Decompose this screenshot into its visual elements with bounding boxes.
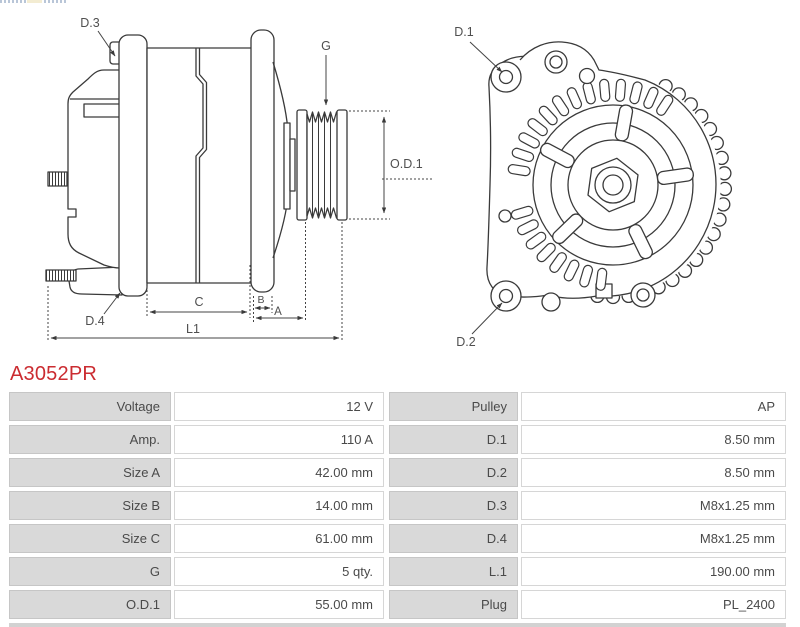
dim-label-front-d2: D.2 <box>456 335 476 349</box>
spec-value-cell: 8.50 mm <box>521 425 786 454</box>
spec-table <box>0 392 800 623</box>
spec-label-cell: D.3 <box>389 491 518 520</box>
side-rear-flange <box>119 35 147 296</box>
spec-row <box>9 392 800 421</box>
next-row-cutoff <box>9 623 786 627</box>
side-stud-upper <box>48 172 67 186</box>
spec-row <box>9 425 800 454</box>
part-number: A3052PR <box>10 363 98 385</box>
spec-value-cell: PL_2400 <box>521 590 786 619</box>
dim-label-d4: D.4 <box>85 314 105 328</box>
spec-value-cell: 55.00 mm <box>174 590 384 619</box>
front-view-diagram <box>487 42 731 311</box>
spec-label-cell: D.1 <box>389 425 518 454</box>
spec-row <box>9 491 800 520</box>
spec-value-cell: 190.00 mm <box>521 557 786 586</box>
dim-label-front-d1: D.1 <box>454 25 474 39</box>
spec-label-cell: Plug <box>389 590 518 619</box>
spec-label-cell: L.1 <box>389 557 518 586</box>
spec-label-cell: Size A <box>9 458 171 487</box>
spec-value-cell: AP <box>521 392 786 421</box>
spec-value-cell: 8.50 mm <box>521 458 786 487</box>
spec-value-cell: M8x1.25 mm <box>521 491 786 520</box>
spec-label-cell: G <box>9 557 171 586</box>
front-shaft-center <box>603 175 623 195</box>
spec-label-cell: Amp. <box>9 425 171 454</box>
side-front-bracket <box>251 30 274 292</box>
spec-label-cell: Pulley <box>389 392 518 421</box>
side-ear-bottom <box>69 267 122 295</box>
spec-row <box>9 524 800 553</box>
side-pulley-flange-right <box>337 110 347 220</box>
spec-row <box>9 590 800 619</box>
spec-label-cell: Voltage <box>9 392 171 421</box>
side-pulley-grooves <box>307 112 338 218</box>
side-pulley-flange-left <box>297 110 307 220</box>
spec-value-cell: M8x1.25 mm <box>521 524 786 553</box>
spec-value-cell: 42.00 mm <box>174 458 384 487</box>
dim-label-b: B <box>257 294 265 306</box>
side-stud-lower <box>46 270 76 281</box>
spec-value-cell: 14.00 mm <box>174 491 384 520</box>
spec-value-cell: 110 A <box>174 425 384 454</box>
spec-label-cell: D.2 <box>389 458 518 487</box>
spec-label-cell: D.4 <box>389 524 518 553</box>
dim-label-c: C <box>194 295 204 309</box>
spec-row <box>9 458 800 487</box>
spec-value-cell: 12 V <box>174 392 384 421</box>
side-view-diagram <box>46 30 347 296</box>
spec-label-cell: Size B <box>9 491 171 520</box>
front-lug-bottom <box>491 281 521 311</box>
spec-value-cell: 61.00 mm <box>174 524 384 553</box>
dim-label-od1: O.D.1 <box>390 157 423 171</box>
spec-label-cell: O.D.1 <box>9 590 171 619</box>
spec-value-cell: 5 qty. <box>174 557 384 586</box>
spec-row <box>9 557 800 586</box>
dim-label-g: G <box>321 39 331 53</box>
dim-label-l1: L1 <box>186 322 200 336</box>
side-rear-cover <box>68 70 120 268</box>
dim-label-d3: D.3 <box>80 16 100 30</box>
dim-label-a: A <box>274 306 282 318</box>
front-view-labels <box>454 25 476 349</box>
spec-label-cell: Size C <box>9 524 171 553</box>
